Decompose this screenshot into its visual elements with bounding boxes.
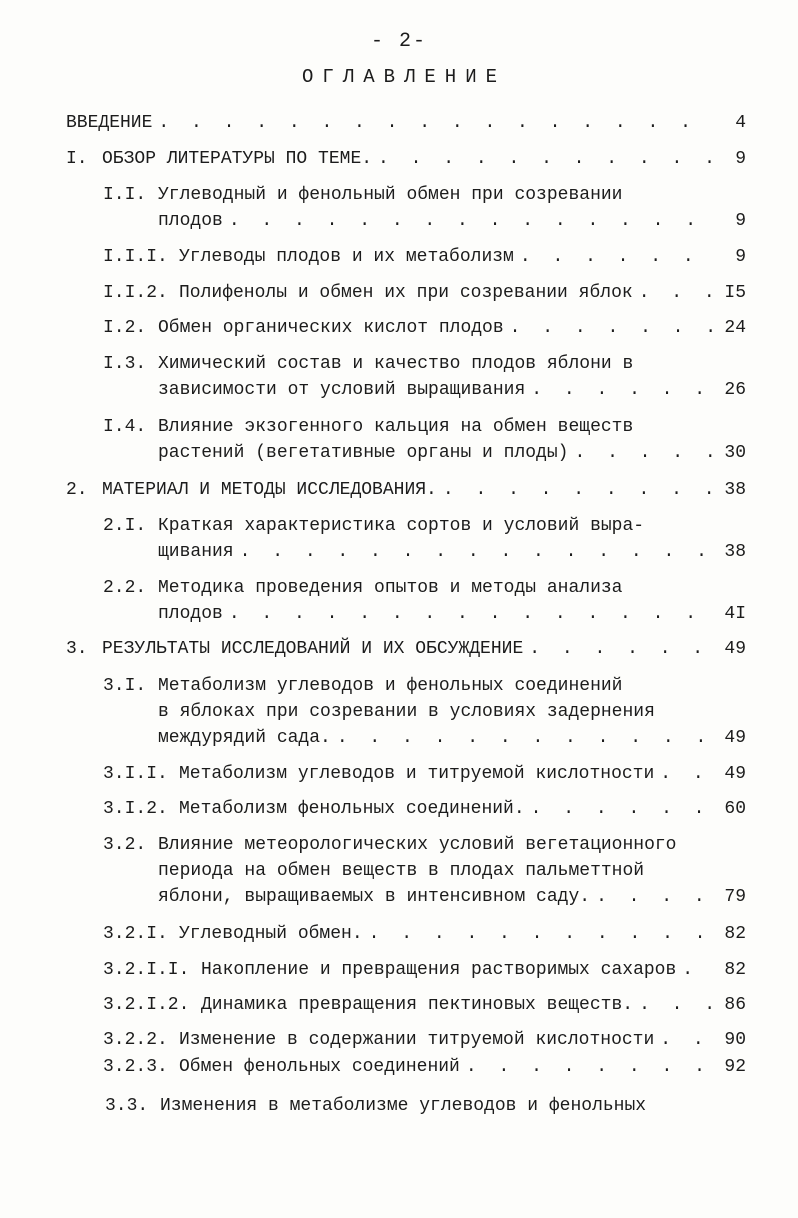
dot-leader (520, 244, 712, 270)
toc-entry-page: 9 (735, 247, 746, 267)
toc-entry-number: I.3. (103, 354, 147, 374)
toc-entry-page: 24 (724, 318, 746, 338)
toc-entry-page: 9 (735, 149, 746, 169)
dot-leader (660, 761, 712, 787)
toc-entry-title: МАТЕРИАЛ И МЕТОДЫ ИССЛЕДОВАНИЯ. (102, 480, 437, 500)
toc-entry-title-cont: плодов (158, 211, 223, 231)
toc-entry-number: I.I.2. (103, 283, 168, 303)
toc-entry-page: 92 (724, 1057, 746, 1077)
toc-entry-number: I.2. (103, 318, 147, 338)
toc-entry-3-2-1-2 (103, 992, 746, 1018)
toc-entry-page: 86 (724, 995, 746, 1015)
toc-entry-1-4 (103, 414, 746, 466)
toc-entry-number: I. (66, 149, 88, 169)
toc-entry-page: 60 (724, 799, 746, 819)
dot-leader (229, 208, 712, 234)
toc-entry-number: 3.2. (103, 835, 147, 855)
toc-entry-page: 38 (724, 480, 746, 500)
toc-entry-number: 3.I. (103, 676, 147, 696)
toc-entry-title: Углеводы плодов и их метаболизм (179, 247, 514, 267)
toc-entry-title-cont: в яблоках при созревании в условиях задернения (158, 702, 655, 722)
toc-entry-3-2 (103, 832, 746, 910)
toc-entry-title-cont: междурядий сада. (158, 728, 331, 748)
toc-entry-number: I.4. (103, 417, 147, 437)
toc-entry-page: 49 (724, 728, 746, 748)
toc-entry-title-cont: растений (вегетативные органы и плоды) (158, 443, 569, 463)
dot-leader (639, 992, 712, 1018)
toc-entry-number: 3.2.I. (103, 924, 168, 944)
toc-entry-page: 82 (724, 924, 746, 944)
toc-entry-title: Углеводный и фенольный обмен при созревании (158, 185, 623, 205)
toc-entry-1-1-1 (103, 244, 746, 270)
toc-entry-title-cont: плодов (158, 604, 223, 624)
toc-entry-title: Накопление и превращения растворимых сахаров (201, 960, 677, 980)
toc-entry-page: 90 (724, 1030, 746, 1050)
toc-entry-title: Динамика превращения пектиновых веществ. (201, 995, 634, 1015)
toc-entry-title: Изменения в метаболизме углеводов и фенольных (160, 1096, 647, 1116)
toc-entry-title: РЕЗУЛЬТАТЫ ИССЛЕДОВАНИЙ И ИХ ОБСУЖДЕНИЕ (102, 639, 524, 659)
toc-entry-number: 3.2.I.I. (103, 960, 190, 980)
toc-entry-number: 3.3. (105, 1096, 149, 1116)
toc-entry-title: Влияние экзогенного кальция на обмен веществ (158, 417, 634, 437)
toc-entry-title: Углеводный обмен. (179, 924, 363, 944)
toc-entry-page: 30 (724, 443, 746, 463)
toc-entry-title: ОБЗОР ЛИТЕРАТУРЫ ПО ТЕМЕ. (102, 149, 373, 169)
dot-leader (466, 1054, 712, 1080)
toc-entry-title: Химический состав и качество плодов яблони в (158, 354, 634, 374)
toc-entry-2-2 (103, 575, 746, 627)
toc-entry-3-2-3 (103, 1054, 746, 1080)
toc-entry-1-2 (103, 315, 746, 341)
toc-entry-page: I5 (724, 283, 746, 303)
dot-leader (531, 377, 712, 403)
page-number: - 2- (370, 30, 427, 53)
toc-entry-3-2-2 (103, 1027, 746, 1053)
toc-entry-number: 2. (66, 480, 88, 500)
toc-entry-title-cont: зависимости от условий выращивания (158, 380, 526, 400)
toc-entry-number: 3.I.2. (103, 799, 168, 819)
toc-entry-3-1-2 (103, 796, 746, 822)
toc-entry-1-3 (103, 351, 746, 403)
toc-entry-title-cont: периода на обмен веществ в плодах пальметтной (158, 861, 645, 881)
dot-leader (240, 539, 712, 565)
toc-entry-3-1-1 (103, 761, 746, 787)
dot-leader (574, 440, 712, 466)
toc-entry-number: 2.I. (103, 516, 147, 536)
dot-leader (378, 146, 712, 172)
toc-entry-title: Изменение в содержании титруемой кислотности (179, 1030, 655, 1050)
toc-entry-3-3 (105, 1093, 746, 1119)
toc-entry-number: 3.I.I. (103, 764, 168, 784)
dot-leader (639, 280, 712, 306)
toc-entry-page: 4 (735, 113, 746, 133)
toc-entry-title: Метаболизм углеводов и титруемой кислотности (179, 764, 655, 784)
toc-entry-page: 26 (724, 380, 746, 400)
toc-entry-title: Краткая характеристика сортов и условий выра- (158, 516, 645, 536)
toc-entry-3-1 (103, 673, 746, 751)
dot-leader (369, 921, 712, 947)
toc-entry-chapter-3 (66, 636, 746, 662)
toc-entry-title-cont: щивания (158, 542, 234, 562)
toc-entry-page: 9 (735, 211, 746, 231)
toc-entry-title: Метаболизм углеводов и фенольных соединений (158, 676, 623, 696)
toc-entry-number: 3. (66, 639, 88, 659)
toc-entry-page: 49 (724, 764, 746, 784)
toc-entry-3-2-1-1 (103, 957, 746, 983)
toc-entry-2-1 (103, 513, 746, 565)
toc-entry-page: 38 (724, 542, 746, 562)
toc-entry-title-cont: яблони, выращиваемых в интенсивном саду. (158, 887, 591, 907)
toc-entry-page: 82 (724, 960, 746, 980)
dot-leader (337, 725, 712, 751)
dot-leader (682, 957, 712, 983)
page-title: ОГЛАВЛЕНИЕ (301, 66, 507, 88)
toc-entry-chapter-2 (66, 477, 746, 503)
toc-entry-number: 3.2.3. (103, 1057, 168, 1077)
dot-leader (660, 1027, 712, 1053)
toc-entry-title: Метаболизм фенольных соединений. (179, 799, 525, 819)
dot-leader (529, 636, 712, 662)
toc-entry-1-1 (103, 182, 746, 234)
toc-entry-page: 49 (724, 639, 746, 659)
toc-entry-number: I.I.I. (103, 247, 168, 267)
dot-leader (443, 477, 712, 503)
toc-entry-title: Влияние метеорологических условий вегетационного (158, 835, 677, 855)
toc-entry-1-1-2 (103, 280, 746, 306)
dot-leader (158, 110, 712, 136)
toc-entry-title: Полифенолы и обмен их при созревании яблок (179, 283, 633, 303)
dot-leader (596, 884, 712, 910)
toc-entry-introduction (66, 110, 746, 136)
toc-entry-title: Обмен фенольных соединений (179, 1057, 460, 1077)
toc-entry-title: Обмен органических кислот плодов (158, 318, 504, 338)
toc-entry-number: 2.2. (103, 578, 147, 598)
dot-leader (510, 315, 712, 341)
dot-leader (229, 601, 712, 627)
toc-entry-number: 3.2.I.2. (103, 995, 190, 1015)
toc-entry-page: 4I (724, 604, 746, 624)
toc-entry-3-2-1 (103, 921, 746, 947)
toc-entry-number: I.I. (103, 185, 147, 205)
dot-leader (531, 796, 712, 822)
toc-entry-title: Методика проведения опытов и методы анализа (158, 578, 623, 598)
toc-entry-page: 79 (724, 887, 746, 907)
toc-entry-number: 3.2.2. (103, 1030, 168, 1050)
toc-entry-chapter-1 (66, 146, 746, 172)
toc-entry-title: ВВЕДЕНИЕ (66, 113, 153, 133)
